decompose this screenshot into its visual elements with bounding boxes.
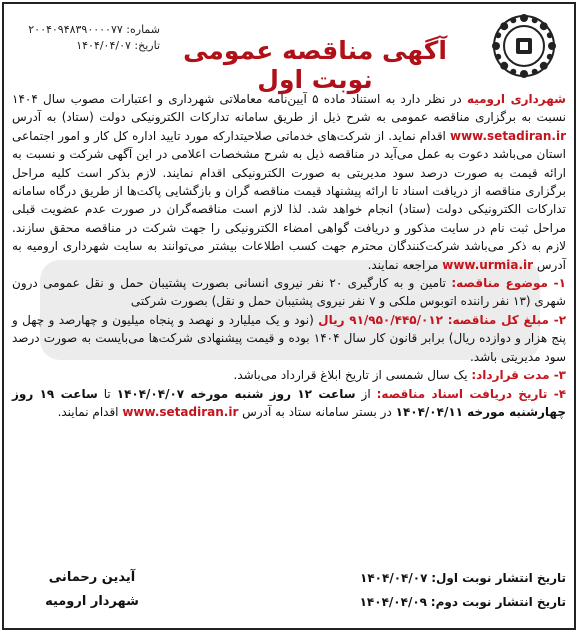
pub2-date: ۱۴۰۴/۰۴/۰۹ bbox=[359, 595, 427, 609]
pub1-label: تاریخ انتشار نوبت اول: bbox=[431, 571, 566, 585]
duration-label: ۳- مدت قرارداد: bbox=[471, 368, 566, 383]
notice-number-value: ۲۰۰۴۰۹۴۸۳۹۰۰۰۰۷۷ bbox=[28, 23, 123, 36]
municipality-logo-icon bbox=[490, 12, 558, 80]
docs-text-4: اقدام نمایند. bbox=[57, 404, 123, 419]
pub1-date: ۱۴۰۴/۰۴/۰۷ bbox=[360, 571, 428, 585]
item-amount bbox=[12, 311, 566, 366]
pub2-row bbox=[266, 590, 566, 614]
page-title: آگهی مناقصه عمومی نوبت اول bbox=[183, 36, 447, 94]
intro-text-2: اقدام نماید. از شرکت‌های خدماتی صلاحیتدارکه مورد تایید اداره کل کار و امور اجتماعی استان می‌باشد دعوت به عمل می‌آید در مناقصه ذیل به شرح مشخصات اعلامی در این آگهی شرکت و نسبت به ارائه قیمت به صورت درصد سود مدیریتی به صورت الکترونیکی اقدام نمایند. لازم بذکر است کلیه مراحل برگزاری مناقصه از دریافت اسناد تا ارائه پیشنهاد قیمت مناقصه گران و بازگشایی پاکت‌ها از طریق درگاه سامانه تدارکات الکترونیکی دولت (ستاد) انجام خواهد شد. لذا لازم است مناقصه‌گران در صورت عدم عضویت قبلی مراحل ثبت نام در سایت مذکور و دریافت گواهی امضاء الکترونیکی را جهت شرکت در مناقصه محقق سازند. لازم به ذکر می‌باشد شرکت‌کنندگان محترم جهت کسب اطلاعات بیشتر می‌توانند به سایت شهرداری ارومیه به آدرس bbox=[12, 128, 566, 272]
amount-value: ۹۱/۹۵۰/۴۴۵/۰۱۲ ریال bbox=[318, 312, 448, 327]
intro-text-1: در نظر دارد به استناد ماده ۵ آیین‌نامه معاملاتی شهرداری و اعتبارات مصوب سال ۱۴۰۴ نسبت به برگزاری مناقصه عمومی به شرح ذیل از طریق سامانه تدارکات الکترونیکی دولت (ستاد) به آدرس bbox=[12, 92, 566, 125]
item-docs bbox=[12, 385, 566, 422]
notice-date-label: تاریخ: bbox=[134, 39, 160, 52]
pub2-label: تاریخ انتشار نوبت دوم: bbox=[430, 595, 566, 609]
notice-number-label: شماره: bbox=[126, 23, 160, 36]
signer-name: آیدین رحمانی bbox=[48, 570, 136, 585]
subject-label: ۱- موضوع مناقصه: bbox=[451, 276, 566, 291]
docs-label: ۴- تاریخ دریافت اسناد مناقصه: bbox=[376, 386, 567, 401]
signature-block bbox=[22, 566, 162, 614]
notice-number bbox=[10, 22, 160, 38]
header bbox=[0, 0, 578, 94]
intro-paragraph bbox=[12, 90, 566, 274]
docs-text-3: در بستر سامانه ستاد به آدرس bbox=[238, 404, 396, 419]
amount-text: (نود و یک میلیارد و نهصد و پنجاه میلیون و چهارصد و چهل و پنج هزار و دوازده ریال) برابر قانون کار سال ۱۴۰۴ بوده و قیمت پیشنهادی شرکت‌ها می‌بایست به صورت درصد سود مدیریتی باشد. bbox=[12, 312, 566, 364]
pub1-row bbox=[266, 566, 566, 590]
item-subject bbox=[12, 274, 566, 311]
item-duration bbox=[12, 366, 566, 384]
notice-meta bbox=[10, 22, 160, 54]
docs-text-2: تا bbox=[97, 386, 117, 401]
setad-link[interactable]: www.setadiran.ir bbox=[449, 128, 566, 143]
notice-body bbox=[12, 90, 566, 421]
subject-text: تامین و به کارگیری ۲۰ نفر نیروی انسانی بصورت پشتیبان حمل و نقل عمومی درون شهری (۱۳ نفر راننده اتوبوس ملکی و ۷ نفر نیروی پشتیبان حمل و نقل) بصورت شرکتی bbox=[12, 276, 566, 309]
docs-start: ساعت ۱۲ روز شنبه مورخه ۱۴۰۴/۰۴/۰۷ bbox=[116, 386, 356, 401]
urmia-link[interactable]: www.urmia.ir bbox=[442, 257, 534, 272]
amount-label: ۲- مبلغ کل مناقصه: bbox=[447, 312, 567, 327]
docs-setad-link[interactable]: www.setadiran.ir bbox=[122, 404, 239, 419]
notice-date bbox=[10, 38, 160, 54]
intro-lead: شهرداری ارومیه bbox=[466, 92, 566, 106]
publication-dates bbox=[266, 566, 566, 614]
duration-text: یک سال شمسی از تاریخ ابلاغ قرارداد می‌باشد. bbox=[233, 368, 472, 383]
docs-end: ساعت ۱۹ روز چهارشنبه مورخه ۱۴۰۴/۰۴/۱۱ bbox=[12, 386, 566, 419]
signer-title: شهردار ارومیه bbox=[45, 594, 139, 609]
docs-text-1: از bbox=[355, 386, 377, 401]
notice-date-value: ۱۴۰۴/۰۴/۰۷ bbox=[76, 39, 131, 52]
intro-text-3: مراجعه نمایند. bbox=[367, 257, 443, 272]
